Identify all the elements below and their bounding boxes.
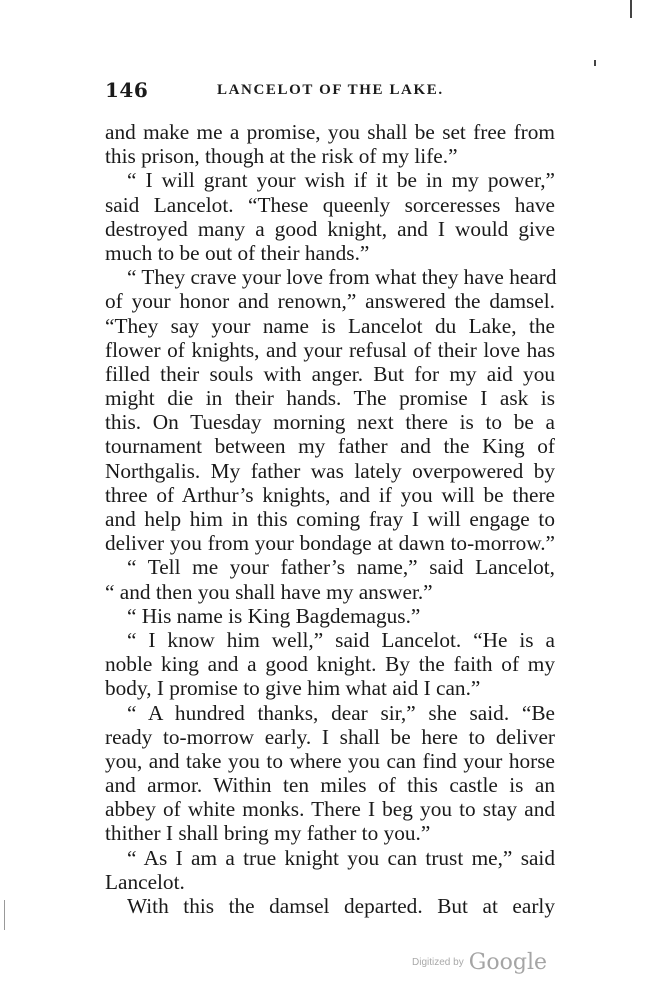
text-line: and make me a promise, you shall be set free from bbox=[105, 120, 555, 144]
running-head: LANCELOT OF THE LAKE. bbox=[217, 82, 444, 98]
text-line: “They say your name is Lancelot du Lake, the bbox=[105, 313, 555, 338]
scan-mark bbox=[594, 60, 596, 66]
text-line: “ I know him well,” said Lancelot. “He is a bbox=[127, 627, 555, 652]
text-line: Northgalis. My father was lately overpowered by bbox=[105, 458, 555, 483]
digitized-watermark bbox=[412, 950, 547, 975]
text-line: “ and then you shall have my answer.” bbox=[105, 579, 433, 604]
text-line: “ Tell me your father’s name,” said Lancelot, bbox=[127, 555, 555, 580]
text-line: body, I promise to give him what aid I can.” bbox=[105, 676, 481, 701]
text-line: thither I shall bring my father to you.” bbox=[105, 821, 431, 846]
text-line: abbey of white monks. There I beg you to stay and bbox=[105, 797, 555, 822]
text-line: and help him in this coming fray I will engage to bbox=[105, 507, 555, 531]
page-header bbox=[105, 78, 555, 104]
text-line: filled their souls with anger. But for my aid you bbox=[105, 361, 555, 386]
text-line: you, and take you to where you can find your horse bbox=[105, 748, 555, 773]
text-line: three of Arthur’s knights, and if you will be there bbox=[105, 482, 555, 507]
text-line: said Lancelot. “These queenly sorceresses have bbox=[105, 192, 555, 217]
page-number: 146 bbox=[105, 78, 149, 102]
text-line: much to be out of their hands.” bbox=[105, 240, 370, 265]
text-line: this. On Tuesday morning next there is to be a bbox=[105, 410, 555, 435]
google-logo: Google bbox=[468, 950, 547, 975]
text-line: and armor. Within ten miles of this castle is an bbox=[105, 773, 555, 798]
text-line: “ They crave your love from what they have heard bbox=[127, 265, 557, 290]
watermark-prefix: Digitized by bbox=[412, 957, 464, 968]
body-text bbox=[105, 120, 555, 918]
scan-mark bbox=[4, 900, 5, 930]
text-line: “ I will grant your wish if it be in my power,” bbox=[127, 168, 555, 193]
text-line: might die in their hands. The promise I ask is bbox=[105, 386, 555, 411]
text-line: flower of knights, and your refusal of their love has bbox=[105, 337, 555, 362]
text-line: destroyed many a good knight, and I would give bbox=[105, 216, 555, 241]
scan-mark bbox=[630, 0, 632, 18]
text-line: tournament between my father and the King of bbox=[105, 434, 555, 459]
text-line: “ His name is King Bagdemagus.” bbox=[127, 603, 421, 628]
text-line: noble king and a good knight. By the faith of my bbox=[105, 652, 555, 677]
text-line: this prison, though at the risk of my life.” bbox=[105, 144, 458, 169]
text-line: deliver you from your bondage at dawn to-morrow.” bbox=[105, 531, 555, 556]
text-line: Lancelot. bbox=[105, 869, 185, 894]
text-line: ready to-morrow early. I shall be here to deliver bbox=[105, 724, 555, 749]
text-line: of your honor and renown,” answered the damsel. bbox=[105, 289, 555, 314]
text-line: With this the damsel departed. But at early bbox=[127, 894, 555, 918]
text-line: “ As I am a true knight you can trust me,” said bbox=[127, 845, 555, 870]
text-line: “ A hundred thanks, dear sir,” she said. “Be bbox=[127, 700, 555, 725]
